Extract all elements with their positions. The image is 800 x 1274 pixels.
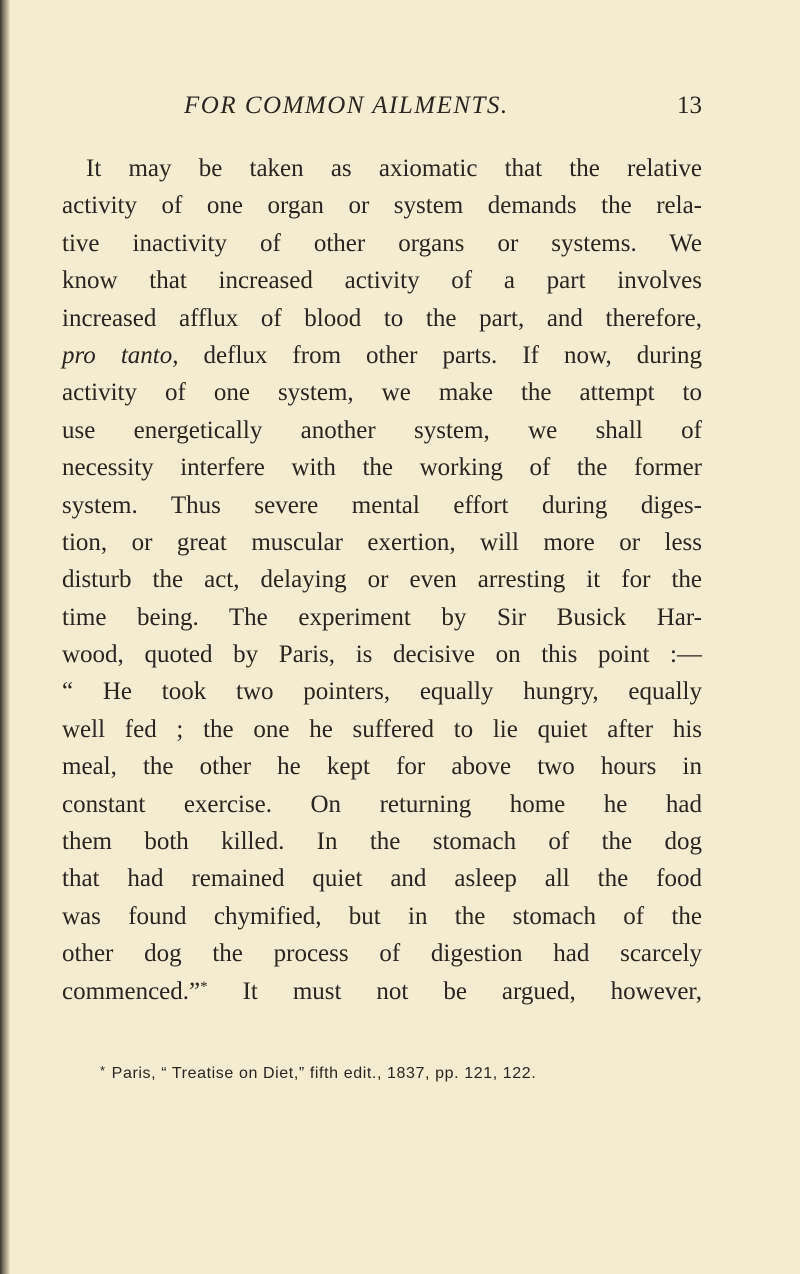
- text-line-with-footnote-ref: [62, 973, 702, 1010]
- running-title: FOR COMMON AILMENTS.: [184, 92, 509, 119]
- text-line-rest: deflux from other parts. If now, during: [203, 341, 703, 369]
- page-header: [62, 92, 702, 128]
- italic-phrase: pro tanto,: [62, 341, 179, 369]
- text-line-with-italic: [62, 337, 702, 374]
- text-line: tion, or great muscular exertion, will more or less: [62, 528, 702, 556]
- text-line: other dog the process of digestion had scarcely: [62, 940, 702, 968]
- footnote-text: Paris, “ Treatise on Diet,” fifth edit., 1837, pp. 121, 122.: [111, 1065, 537, 1082]
- text-line: “ He took two pointers, equally hungry, equally: [62, 678, 702, 706]
- text-line: disturb the act, delaying or even arresting it for the: [62, 566, 702, 594]
- page-number: 13: [677, 92, 702, 119]
- text-line: well fed ; the one he suffered to lie quiet after his: [62, 715, 702, 743]
- footnote: [100, 1063, 660, 1083]
- text-line: meal, the other he kept for above two hours in: [62, 753, 702, 781]
- footnote-reference: *: [200, 978, 208, 995]
- text-line: time being. The experiment by Sir Busick Har-: [62, 603, 702, 631]
- text-line: tive inactivity of other organs or systems. We: [62, 229, 702, 257]
- text-line: was found chymified, but in the stomach of the: [62, 902, 702, 930]
- page-binding-edge: [0, 0, 10, 1274]
- text-line-start: commenced.”: [62, 977, 201, 1005]
- text-line-end: It must not be argued, however,: [242, 977, 702, 1005]
- text-line: use energetically another system, we shall of: [62, 416, 702, 444]
- text-line: activity of one organ or system demands the rela-: [62, 192, 702, 220]
- body-paragraph: [62, 150, 702, 1010]
- text-line: increased afflux of blood to the part, and therefore,: [62, 304, 702, 332]
- text-line: them both killed. In the stomach of the dog: [62, 828, 702, 856]
- text-line: It may be taken as axiomatic that the relative: [86, 155, 702, 182]
- text-line: wood, quoted by Paris, is decisive on this point :—: [62, 641, 702, 669]
- text-line: activity of one system, we make the attempt to: [62, 379, 702, 407]
- text-line: necessity interfere with the working of the former: [62, 454, 702, 482]
- text-line: constant exercise. On returning home he had: [62, 790, 702, 818]
- text-line: know that increased activity of a part involves: [62, 267, 702, 295]
- footnote-marker: *: [100, 1063, 106, 1078]
- text-line: system. Thus severe mental effort during diges-: [62, 491, 702, 519]
- text-line: that had remained quiet and asleep all the food: [62, 865, 702, 893]
